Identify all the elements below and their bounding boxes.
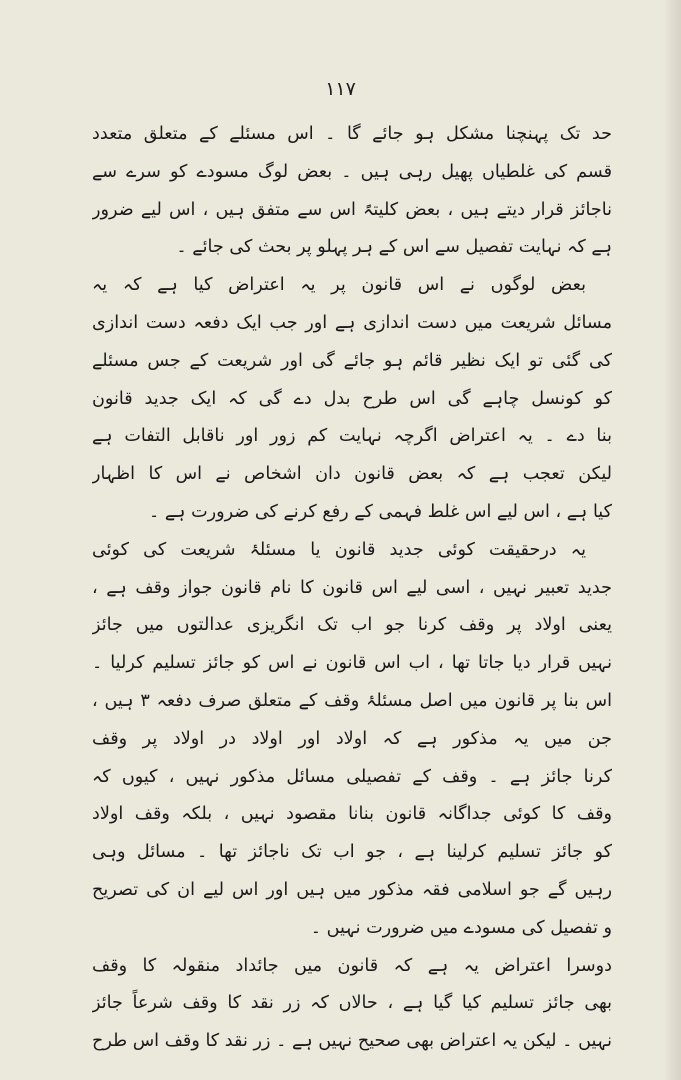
text-line: کرنا جائز ہے ۔ وقف کے تفصیلی مسائل مذکور نہیں ، کیوں کہ: [92, 766, 612, 787]
text-line: مسائل شریعت میں دست اندازی ہے اور جب ایک دفعہ دست اندازی: [92, 312, 612, 333]
text-line: جدید تعبیر نہیں ، اسی لیے اس قانون کا نام قانون جواز وقف ہے ،: [92, 577, 612, 598]
text-line: بھی جائز تسلیم کیا گیا ہے ، حالاں کہ زر نقد کا وقف شرعاً جائز: [92, 993, 612, 1014]
text-line: قسم کی غلطیاں پھیل رہی ہیں ۔ بعض لوگ مسودے کو سرے سے: [92, 161, 612, 182]
text-line: یہ درحقیقت کوئی جدید قانون یا مسئلۂ شریعت کی کوئی: [92, 539, 586, 560]
text-line: یعنی اولاد پر وقف کرنا جو اب تک انگریزی عدالتوں میں جائز: [92, 615, 612, 636]
text-line: دوسرا اعتراض یہ ہے کہ قانون میں جائداد منقولہ کا وقف: [92, 955, 612, 976]
text-line: وقف کا کوئی جداگانہ قانون بنانا مقصود نہیں ، بلکہ وقف اولاد: [92, 804, 612, 825]
text-line: ناجائز قرار دیتے ہیں ، بعض کلیتہً اس سے متفق ہیں ، اس لیے ضرور: [92, 199, 612, 220]
text-line: رہیں گے جو اسلامی فقہ مذکور میں ہیں اور اس لیے ان کی تصریح: [92, 879, 612, 900]
text-line: کیا ہے ، اس لیے اس غلط فہمی کے رفع کرنے کی ضرورت ہے ۔: [148, 501, 612, 522]
text-line: کی گئی تو ایک نظیر قائم ہو جائے گی اور شریعت کے جس مسئلے: [92, 350, 612, 371]
text-line: کو جائز تسلیم کرلینا ہے ، جو اب تک ناجائز تھا ۔ مسائل وہی: [92, 842, 612, 863]
text-line: نہیں قرار دیا جاتا تھا ، اب اس قانون نے اس کو جائز تسلیم کرلیا ۔: [92, 653, 612, 674]
text-line: حد تک پہنچنا مشکل ہو جائے گا ۔ اس مسئلے کے متعلق متعدد: [92, 124, 612, 144]
text-line: اس بنا پر قانون میں اصل مسئلۂ وقف کے متعلق صرف دفعہ ۳ ہیں ،: [92, 690, 612, 711]
text-line: جن میں یہ مذکور ہے کہ اولاد اور اولاد در اولاد پر وقف: [92, 728, 612, 749]
page-number: ۱۱۷: [325, 78, 356, 100]
text-line: کو کونسل چاہے گی اس طرح بدل دے گی کہ ایک جدید قانون: [92, 388, 612, 409]
text-line: نہیں ۔ لیکن یہ اعتراض بھی صحیح نہیں ہے ۔ زر نقد کا وقف اس طرح: [92, 1031, 612, 1052]
text-line: ہے کہ نہایت تفصیل سے اس کے ہر پہلو پر بحث کی جائے ۔: [176, 237, 612, 258]
text-line: بعض لوگوں نے اس قانون پر یہ اعتراض کیا ہے کہ یہ: [92, 275, 586, 296]
body-text: [92, 116, 612, 1061]
text-line: بنا دے ۔ یہ اعتراض اگرچہ نہایت کم زور اور ناقابل التفات ہے: [92, 426, 612, 447]
text-line: لیکن تعجب ہے کہ بعض قانون دان اشخاص نے اس کا اظہار: [92, 464, 612, 485]
text-line: و تفصیل کی مسودے میں ضرورت نہیں ۔: [310, 917, 612, 938]
page-edge-shadow: [663, 0, 681, 1080]
